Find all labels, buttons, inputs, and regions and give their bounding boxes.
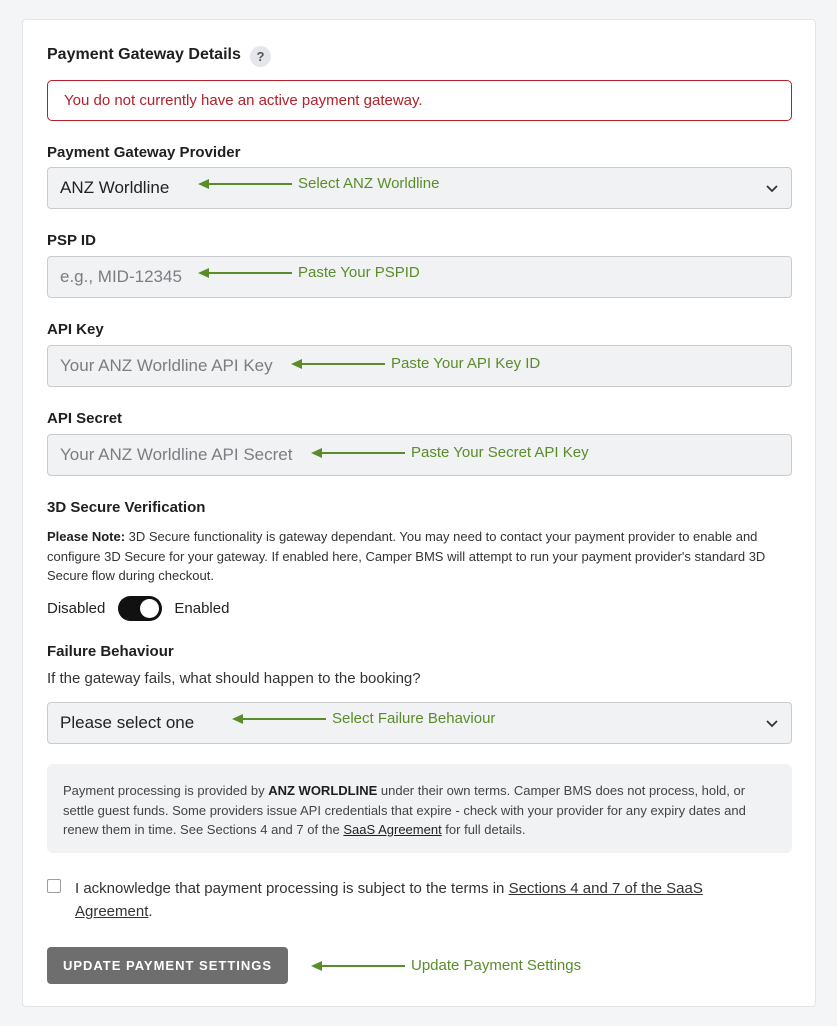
- saas-agreement-link[interactable]: SaaS Agreement: [343, 822, 442, 837]
- provider-select-value: ANZ Worldline: [60, 178, 170, 197]
- arrow-left-icon: [198, 267, 292, 279]
- arrow-left-icon: [291, 358, 385, 370]
- acknowledge-checkbox[interactable]: [47, 879, 61, 893]
- toggle-disabled-label: Disabled: [47, 600, 106, 617]
- api-secret-label: API Secret: [47, 410, 123, 427]
- acknowledge-text: [75, 877, 765, 923]
- api-key-label: API Key: [47, 321, 104, 338]
- ack-text: I acknowledge that payment processing is subject to the terms in: [75, 880, 509, 897]
- info-part3: for full details.: [441, 822, 526, 837]
- help-icon[interactable]: ?: [250, 46, 271, 67]
- toggle-enabled-label: Enabled: [174, 600, 230, 617]
- no-gateway-alert: You do not currently have an active payment gateway.: [47, 80, 792, 121]
- annotation-failure: [232, 710, 495, 727]
- arrow-left-icon: [311, 960, 405, 972]
- chevron-down-icon: [765, 716, 779, 730]
- arrow-left-icon: [198, 178, 292, 190]
- annotation-api-secret-text: Paste Your Secret API Key: [411, 444, 589, 461]
- annotation-submit: [311, 957, 581, 974]
- three-ds-toggle-row: [47, 596, 229, 621]
- psp-id-placeholder: e.g., MID-12345: [60, 267, 182, 286]
- info-part2: under their own terms. Camper BMS does not process, hold, or settle guest funds. Some providers issue API credentials that expire - check with your provider for any expiry dates and renew them in time. See Sections 4 and 7 of the: [63, 783, 746, 837]
- info-part1: Payment processing is provided by: [63, 783, 269, 798]
- annotation-api-secret: [311, 444, 589, 461]
- sections-link[interactable]: Sections 4 and 7 of the SaaS Agreement: [75, 880, 703, 920]
- annotation-provider: [198, 175, 439, 192]
- three-ds-toggle[interactable]: [118, 596, 162, 621]
- toggle-knob: [140, 599, 159, 618]
- psp-id-label: PSP ID: [47, 232, 96, 249]
- three-ds-note: [47, 527, 792, 586]
- annotation-psp-text: Paste Your PSPID: [298, 264, 420, 281]
- chevron-down-icon: [765, 181, 779, 195]
- info-provider: ANZ WORLDLINE: [268, 783, 378, 798]
- ack-suffix: .: [148, 903, 153, 920]
- update-payment-settings-button[interactable]: UPDATE PAYMENT SETTINGS: [47, 947, 288, 984]
- failure-question: If the gateway fails, what should happen to the booking?: [47, 670, 421, 687]
- annotation-failure-text: Select Failure Behaviour: [332, 710, 496, 727]
- arrow-left-icon: [232, 713, 326, 725]
- annotation-submit-text: Update Payment Settings: [411, 957, 582, 974]
- provider-label: Payment Gateway Provider: [47, 144, 241, 161]
- processing-info-box: [47, 764, 792, 853]
- failure-select-value: Please select one: [60, 713, 195, 732]
- arrow-left-icon: [311, 447, 405, 459]
- section-title: Payment Gateway Details: [47, 46, 241, 63]
- annotation-psp: [198, 264, 420, 281]
- three-ds-label: 3D Secure Verification: [47, 499, 206, 516]
- api-key-placeholder: Your ANZ Worldline API Key: [60, 356, 273, 375]
- three-ds-note-text: 3D Secure functionality is gateway dependant. You may need to contact your payment provider to enable and configure 3D Secure for your gateway. If enabled here, Camper BMS will attempt to run your payment provider's standard 3D Secure flow during checkout.: [47, 529, 766, 583]
- annotation-provider-text: Select ANZ Worldline: [298, 175, 440, 192]
- api-secret-placeholder: Your ANZ Worldline API Secret: [60, 445, 293, 464]
- failure-label: Failure Behaviour: [47, 643, 174, 660]
- annotation-api-key: [291, 355, 540, 372]
- annotation-api-key-text: Paste Your API Key ID: [391, 355, 541, 372]
- three-ds-note-prefix: Please Note:: [47, 529, 126, 544]
